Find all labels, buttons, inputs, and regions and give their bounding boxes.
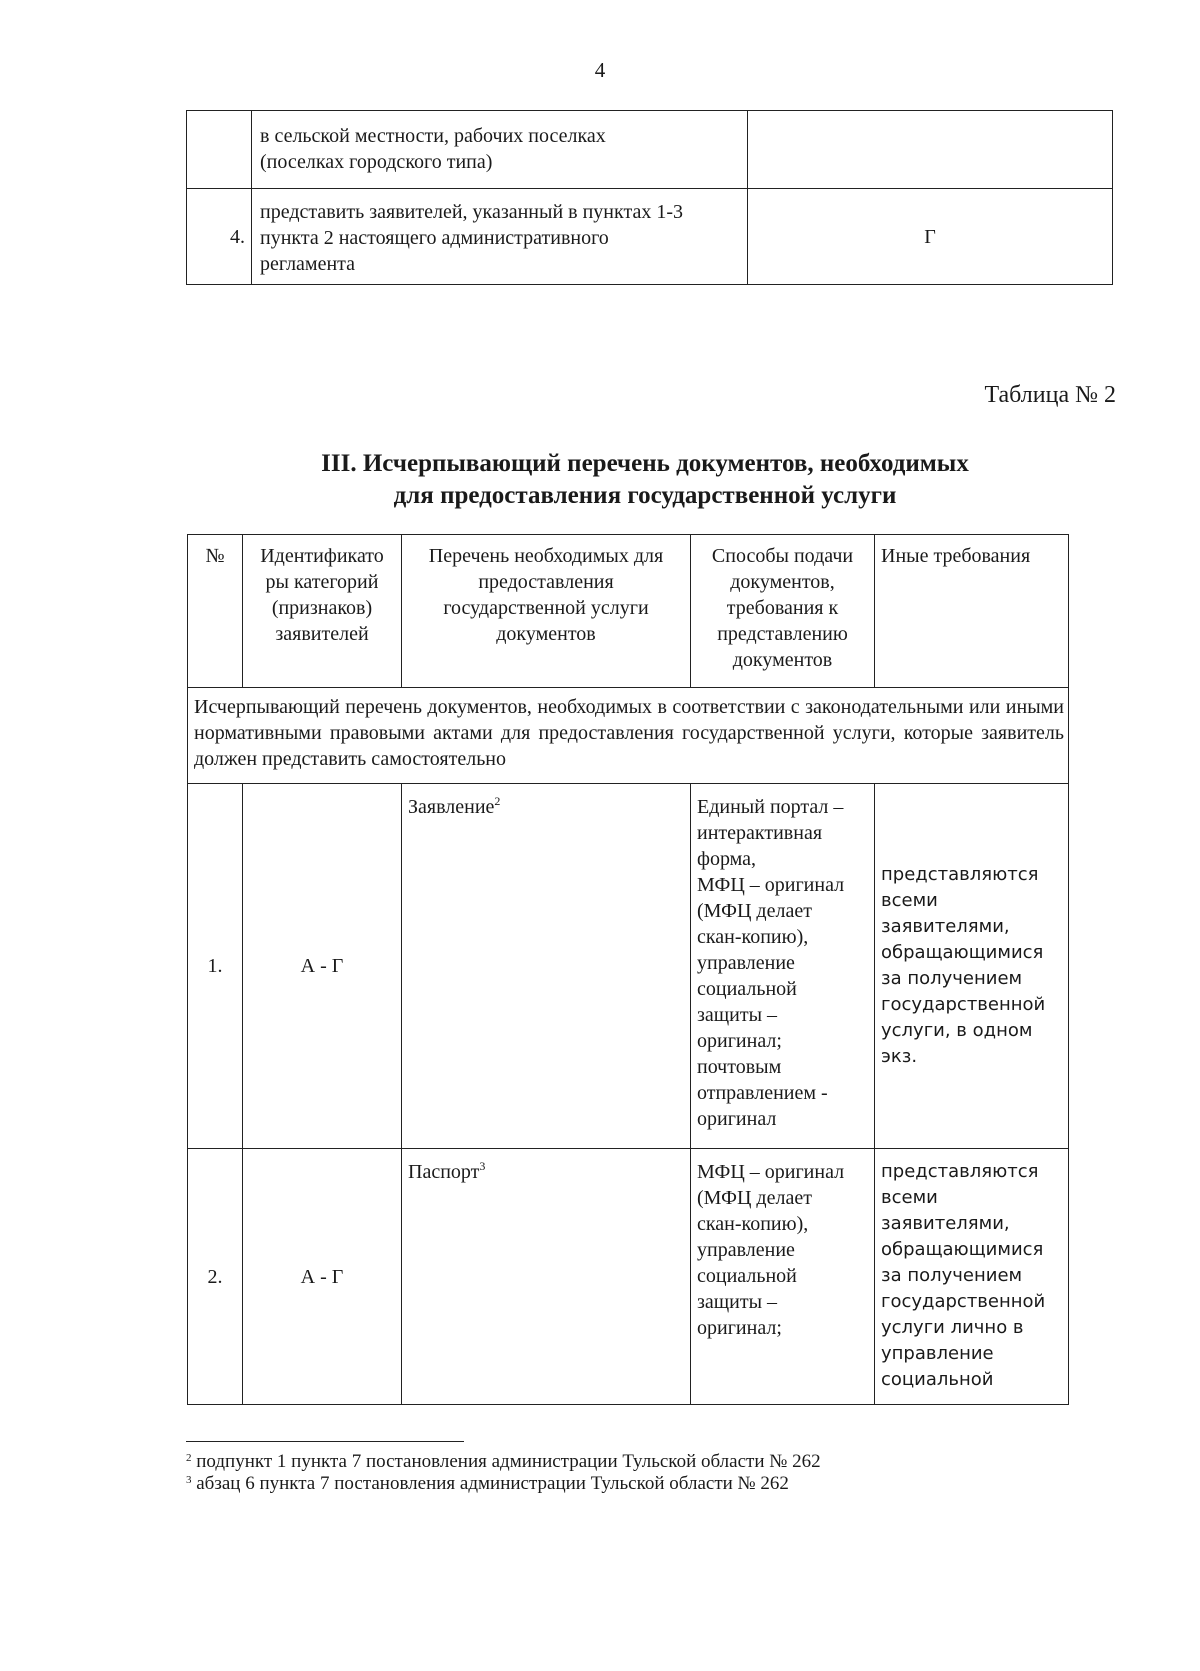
categories-table-continuation <box>186 110 1113 285</box>
documents-table <box>187 534 1069 1405</box>
footnote: $^2$ подпункт 1 пункта 7 постановления администрации Тульской области № 262 <box>186 1451 821 1472</box>
table-row <box>187 189 1113 285</box>
table-row <box>187 111 1113 189</box>
header-methods: Способы подачи документов, требования к представлению документов <box>691 535 875 688</box>
row-document: Заявление$^2$ <box>402 784 691 1149</box>
row-document: Паспорт$^3$ <box>402 1149 691 1405</box>
footnote-ref: 2 <box>494 794 501 808</box>
category-letter: Г <box>748 189 1113 285</box>
footnote: $^3$ абзац 6 пункта 7 постановления администрации Тульской области № 262 <box>186 1473 789 1494</box>
header-identifiers: Идентификато ры категорий (признаков) заявителей <box>243 535 402 688</box>
row-other-requirements: представляются всеми заявителями, обращающимися за получением государственной услуги, в одном экз. <box>875 784 1069 1149</box>
table-header-row <box>188 535 1069 688</box>
footnotes <box>186 1451 821 1495</box>
row-number: 2. <box>188 1149 243 1405</box>
table-row <box>188 1149 1069 1405</box>
row-submission-methods: МФЦ – оригинал (МФЦ делает скан-копию), управление социальной защиты – оригинал; <box>691 1149 875 1405</box>
row-number: 4. <box>187 189 252 285</box>
header-number: № <box>188 535 243 688</box>
section-span-text: Исчерпывающий перечень документов, необходимых в соответствии с законодательными или иными нормативными правовыми актами для предоставления государственной услуги, которые заявитель должен представить самостоятельно <box>188 688 1069 784</box>
header-documents: Перечень необходимых для предоставления государственной услуги документов <box>402 535 691 688</box>
page-number: 4 <box>594 58 606 82</box>
row-category: А - Г <box>243 784 402 1149</box>
table-label: Таблица № 2 <box>984 382 1116 408</box>
section-span-row <box>188 688 1069 784</box>
section-title: III. Исчерпывающий перечень документов, необходимых для предоставления государственной услуги <box>321 450 969 509</box>
category-letter <box>748 111 1113 189</box>
row-submission-methods: Единый портал – интерактивная форма, МФЦ – оригинал (МФЦ делает скан-копию), управление социальной защиты – оригинал; почтовым отправлением - оригинал <box>691 784 875 1149</box>
footnote-ref: 3 <box>479 1159 486 1173</box>
row-category: А - Г <box>243 1149 402 1405</box>
table-row <box>188 784 1069 1149</box>
header-other-requirements: Иные требования <box>875 535 1069 688</box>
footnote-divider <box>186 1441 464 1442</box>
applicant-description: в сельской местности, рабочих поселках (поселках городского типа) <box>252 111 748 189</box>
applicant-description: представить заявителей, указанный в пунктах 1-3 пункта 2 настоящего административного регламента <box>252 189 748 285</box>
row-number <box>187 111 252 189</box>
row-other-requirements: представляются всеми заявителями, обращающимися за получением государственной услуги лично в управление социальной <box>875 1149 1069 1405</box>
row-number: 1. <box>188 784 243 1149</box>
